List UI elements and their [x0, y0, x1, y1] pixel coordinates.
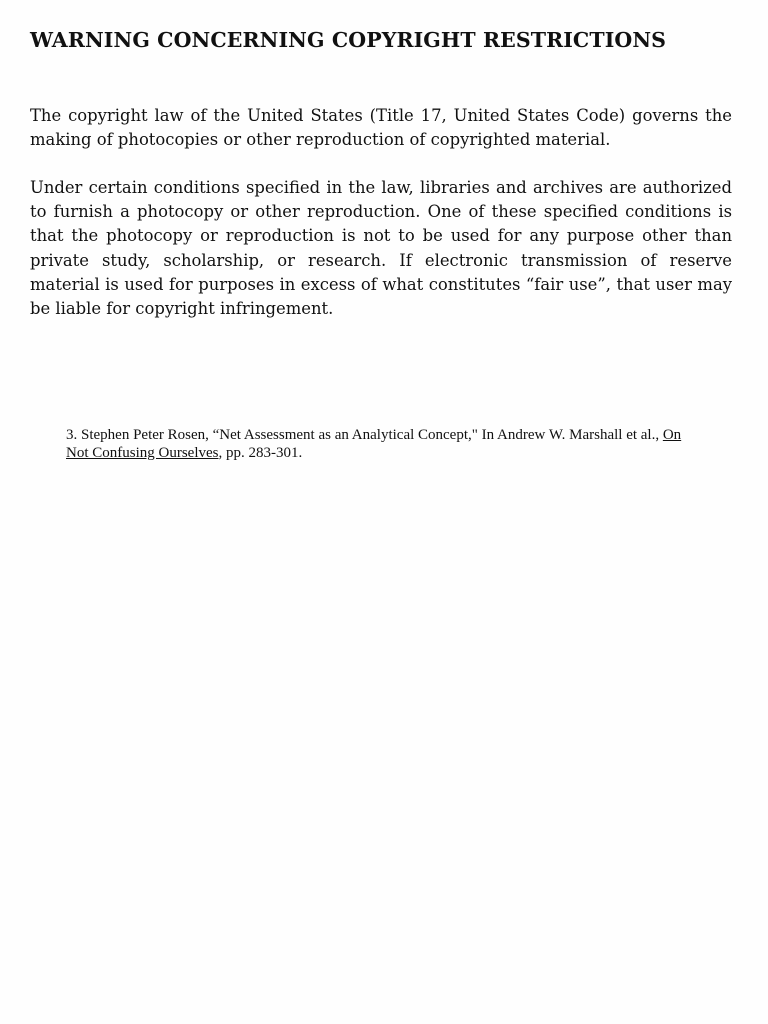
copyright-warning-heading: WARNING CONCERNING COPYRIGHT RESTRICTIONS	[30, 28, 667, 52]
citation-prefix: 3. Stephen Peter Rosen, “Net Assessment as an Analytical Concept," In Andrew W. Marshall et al.,	[66, 427, 663, 443]
fair-use-paragraph: Under certain conditions specified in the law, libraries and archives are authorized to furnish a photocopy or other reproduction. One of these specified conditions is that the photocopy or reproduction is not to be used for any purpose other than private study, scholarship, or research. If electronic transmission of reserve material is used for purposes in excess of what constitutes “fair use”, that user may be liable for copyright infringement.	[30, 178, 732, 319]
copyright-law-paragraph: The copyright law of the United States (Title 17, United States Code) governs the making of photocopies or other reproduction of copyrighted material.	[30, 106, 732, 150]
citation-book-title: On Not Confusing Ourselves	[66, 427, 682, 461]
citation-pages: , pp. 283-301.	[218, 445, 303, 461]
citation-footnote	[66, 426, 706, 462]
